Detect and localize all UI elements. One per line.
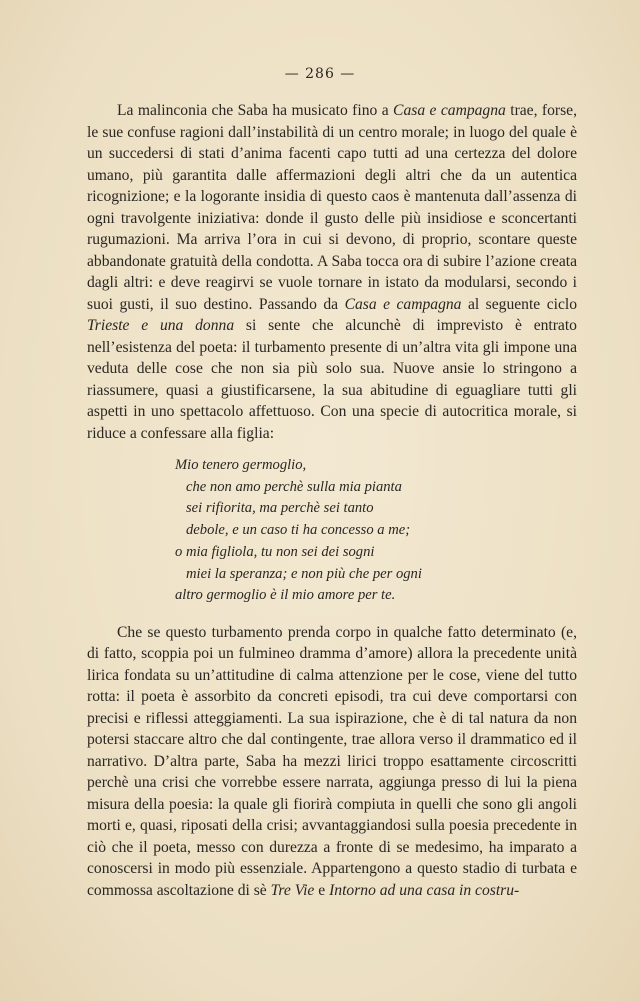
text-run: Che se questo turbamento prenda corpo in qualche fatto determinato (e, di fatto, scoppia poi un fulmineo dramma d’amore) allora la precedente unità lirica fondata su un’attitudine di calma attenzione per le cose, viene del tutto rotta: il poeta è assorbito da concreti episodi, tra cui deve comportarsi con precisi e riflessi atteggiamenti. La sua ispirazione, che è di tal natura da non potersi staccare altro che dal contingente, trae allora verso il drammatico ed il narrativo. D’altra parte, Saba ha mezzi lirici troppo esattamente circoscritti perchè una crisi che vorrebbe essere narrata, aggiunga presso di lui la piena misura della poesia: la quale gli fiorirà compiuta in quelli che sono gli angoli morti e, quasi, riposati della crisi; avvantaggiandosi sulla poesia precedente in ciò che il poeta, messo con durezza a fronte di se medesimo, ha imparato a conoscersi in modo più essenziale. Appartengono a questo stadio di turbata e commossa ascoltazione di sè (87, 623, 577, 899)
text-run: La malinconia che Saba ha musicato fino a (117, 102, 394, 119)
text-run: al seguente ciclo (461, 295, 577, 313)
poem-quote (175, 455, 577, 607)
paragraph-1 (87, 100, 577, 444)
italic-title: Tre Vie (270, 881, 315, 899)
italic-title: Casa e campagna (344, 295, 462, 313)
body-text (87, 100, 577, 901)
poem-line: miei la speranza; e non più che per ogni (186, 565, 422, 582)
poem-line: debole, e un caso ti ha concesso a me; (186, 522, 411, 539)
italic-title: Intorno ad una casa in costru- (329, 881, 520, 899)
text-run: e (314, 881, 330, 899)
poem-line: Mio tenero germoglio, (175, 457, 307, 473)
poem-line: sei rifiorita, ma perchè sei tanto (186, 500, 374, 517)
text-run: trae, forse, le sue confuse ragioni dall’instabilità di un centro morale; in luogo del quale è un succedersi di stati d’anima facenti capo tutti ad una certezza del dolore umano, più garantita dalle affermazioni degli altri che da un autentica ricognizione; e la logorante insidia di questo caos è mantenuta dall’assenza di ogni travolgente iniziativa: donde il gusto delle più insidiose e sconcertanti rugumazioni. Ma arriva l’ora in cui si devono, di proprio, scontare queste abbandonate gratuità della condotta. A Saba tocca ora di subire l’azione creata dagli altri: e deve reagirvi se vuole tornare in istato da modularsi, secondo i suoi gusti, il suo destino. Passando da (87, 102, 577, 313)
italic-title: Casa e campagna (393, 102, 506, 119)
poem-line: o mia figliola, tu non sei dei sogni (175, 543, 375, 560)
page-number: — 286 — (284, 66, 356, 82)
poem-line: altro germoglio è il mio amore per te. (175, 587, 396, 604)
paragraph-2 (87, 622, 577, 902)
poem-line: che non amo perchè sulla mia pianta (186, 478, 402, 495)
text-run: si sente che alcunchè di imprevisto è entrato nell’esistenza del poeta: il turbamento presente di un’altra vita gli impone una veduta delle cose che non sia più solo sua. Nuove ansie lo stringono a riassumere, quasi a giustificarsene, la sua abitudine di eguagliare tutti gli aspetti in uno spettacolo affettuoso. Con una specie di autocritica morale, si riduce a confessare alla figlia: (87, 317, 577, 442)
italic-title: Trieste e una donna (87, 317, 235, 334)
